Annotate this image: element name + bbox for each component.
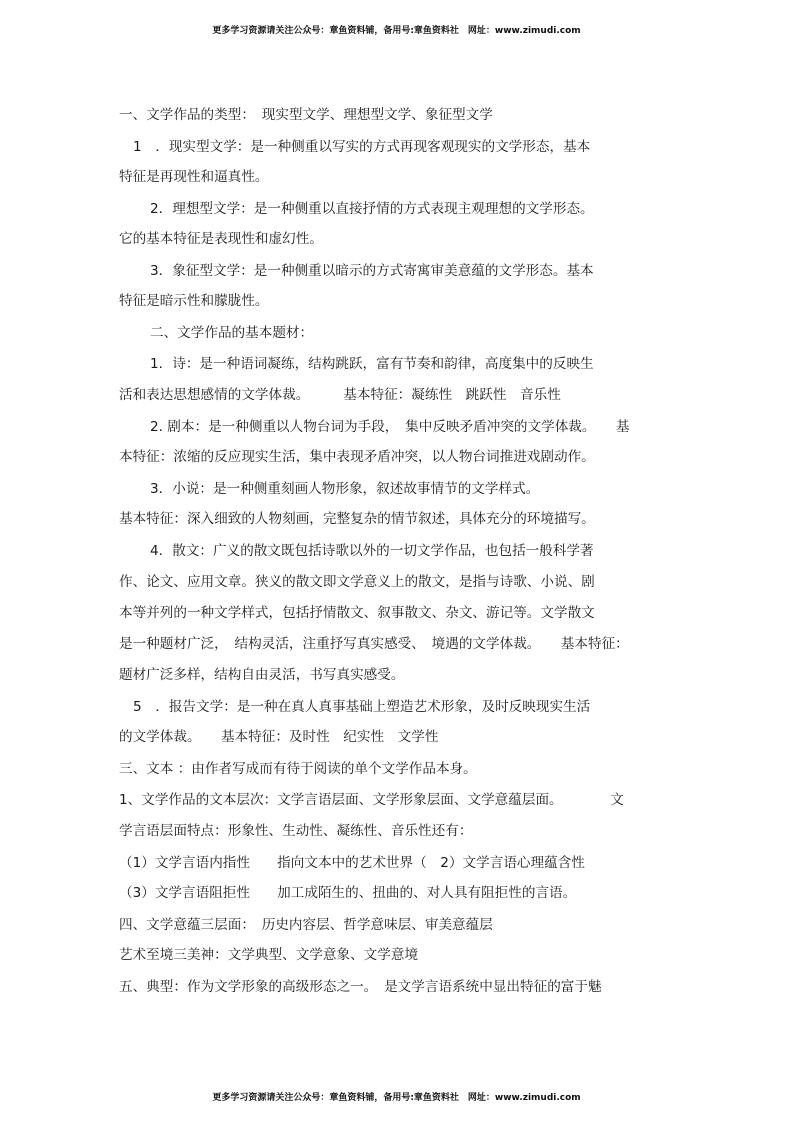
text-line: 二、文学作品的基本题材： <box>150 325 314 341</box>
text-line: 1．诗：是一种语词凝练，结构跳跃，富有节奏和韵律，高度集中的反映生 <box>150 356 594 372</box>
text-line: 2. 剧本：是一种侧重以人物台词为手段， 集中反映矛盾冲突的文学体裁。 基 <box>150 419 630 435</box>
text-line: 艺术至境三美神：文学典型、文学意象、文学意境 <box>119 947 419 963</box>
text-line: 活和表达思想感情的文学体裁。 基本特征：凝练性 跳跃性 音乐性 <box>119 387 561 403</box>
text-line: 1 ．现实型文学：是一种侧重以写实的方式再现客观现实的文学形态，基本 <box>133 139 591 155</box>
text-line: 作、论文、应用文章。狭义的散文即文学意义上的散文，是指与诗歌、小说、剧 <box>119 574 595 590</box>
text-line: 五、典型：作为文学形象的高级形态之一。 是文学言语系统中显出特征的富于魅 <box>119 979 602 995</box>
text-line: 特征是再现性和逼真性。 <box>119 169 269 185</box>
text-line: 1、文学作品的文本层次：文学言语层面、文学形象层面、文学意蕴层面。 文 <box>119 792 624 808</box>
page-footer: 更多学习资源请关注公众号：章鱼资料铺，备用号:章鱼资料社 网址：www.zimudi.com <box>212 1093 581 1103</box>
text-line: 2．理想型文学：是一种侧重以直接抒情的方式表现主观理想的文学形态。 <box>150 201 594 217</box>
text-line: 学言语层面特点：形象性、生动性、凝练性、音乐性还有： <box>119 823 473 839</box>
text-line: （3）文学言语阻拒性 加工成陌生的、扭曲的、对人具有阻拒性的言语。 <box>119 885 577 901</box>
text-line: 三、文本 ：由作者写成而有待于阅读的单个文学作品本身。 <box>119 761 477 777</box>
text-line: 四、文学意蕴三层面： 历史内容层、哲学意味层、审美意蕴层 <box>119 917 493 933</box>
text-line: 5 ．报告文学：是一种在真人真事基础上塑造艺术形象，及时反映现实生活 <box>133 699 591 715</box>
text-line: 本特征：浓缩的反应现实生活，集中表现矛盾冲突，以人物台词推进戏剧动作。 <box>119 449 595 465</box>
text-line: 的文学体裁。 基本特征：及时性 纪实性 文学性 <box>119 729 439 745</box>
text-line: 4．散文：广义的散文既包括诗歌以外的一切文学作品，也包括一般科学著 <box>150 543 594 559</box>
text-line: 特征是暗示性和朦胧性。 <box>119 293 269 309</box>
text-line: 题材广泛多样，结构自由灵活，书写真实感受。 <box>119 667 405 683</box>
text-line: 基本特征：深入细致的人物刻画，完整复杂的情节叙述，具体充分的环境描写。 <box>119 511 595 527</box>
text-line: 是一种题材广泛， 结构灵活，注重抒写真实感受、 境遇的文学体裁。 基本特征： <box>119 636 629 652</box>
text-line: （1）文学言语内指性 指向文本中的艺术世界（ 2）文学言语心理蕴含性 <box>119 855 585 871</box>
page-header: 更多学习资源请关注公众号：章鱼资料铺，备用号:章鱼资料社 网址：www.zimudi.com <box>212 26 581 36</box>
text-line: 3．小说：是一种侧重刻画人物形象，叙述故事情节的文学样式。 <box>150 481 540 497</box>
text-line: 它的基本特征是表现性和虚幻性。 <box>119 231 323 247</box>
text-line: 本等并列的一种文学样式，包括抒情散文、叙事散文、杂文、游记等。文学散文 <box>119 605 595 621</box>
text-line: 3．象征型文学：是一种侧重以暗示的方式寄寓审美意蕴的文学形态。基本 <box>150 263 594 279</box>
text-line: 一、文学作品的类型： 现实型文学、理想型文学、象征型文学 <box>119 107 493 123</box>
